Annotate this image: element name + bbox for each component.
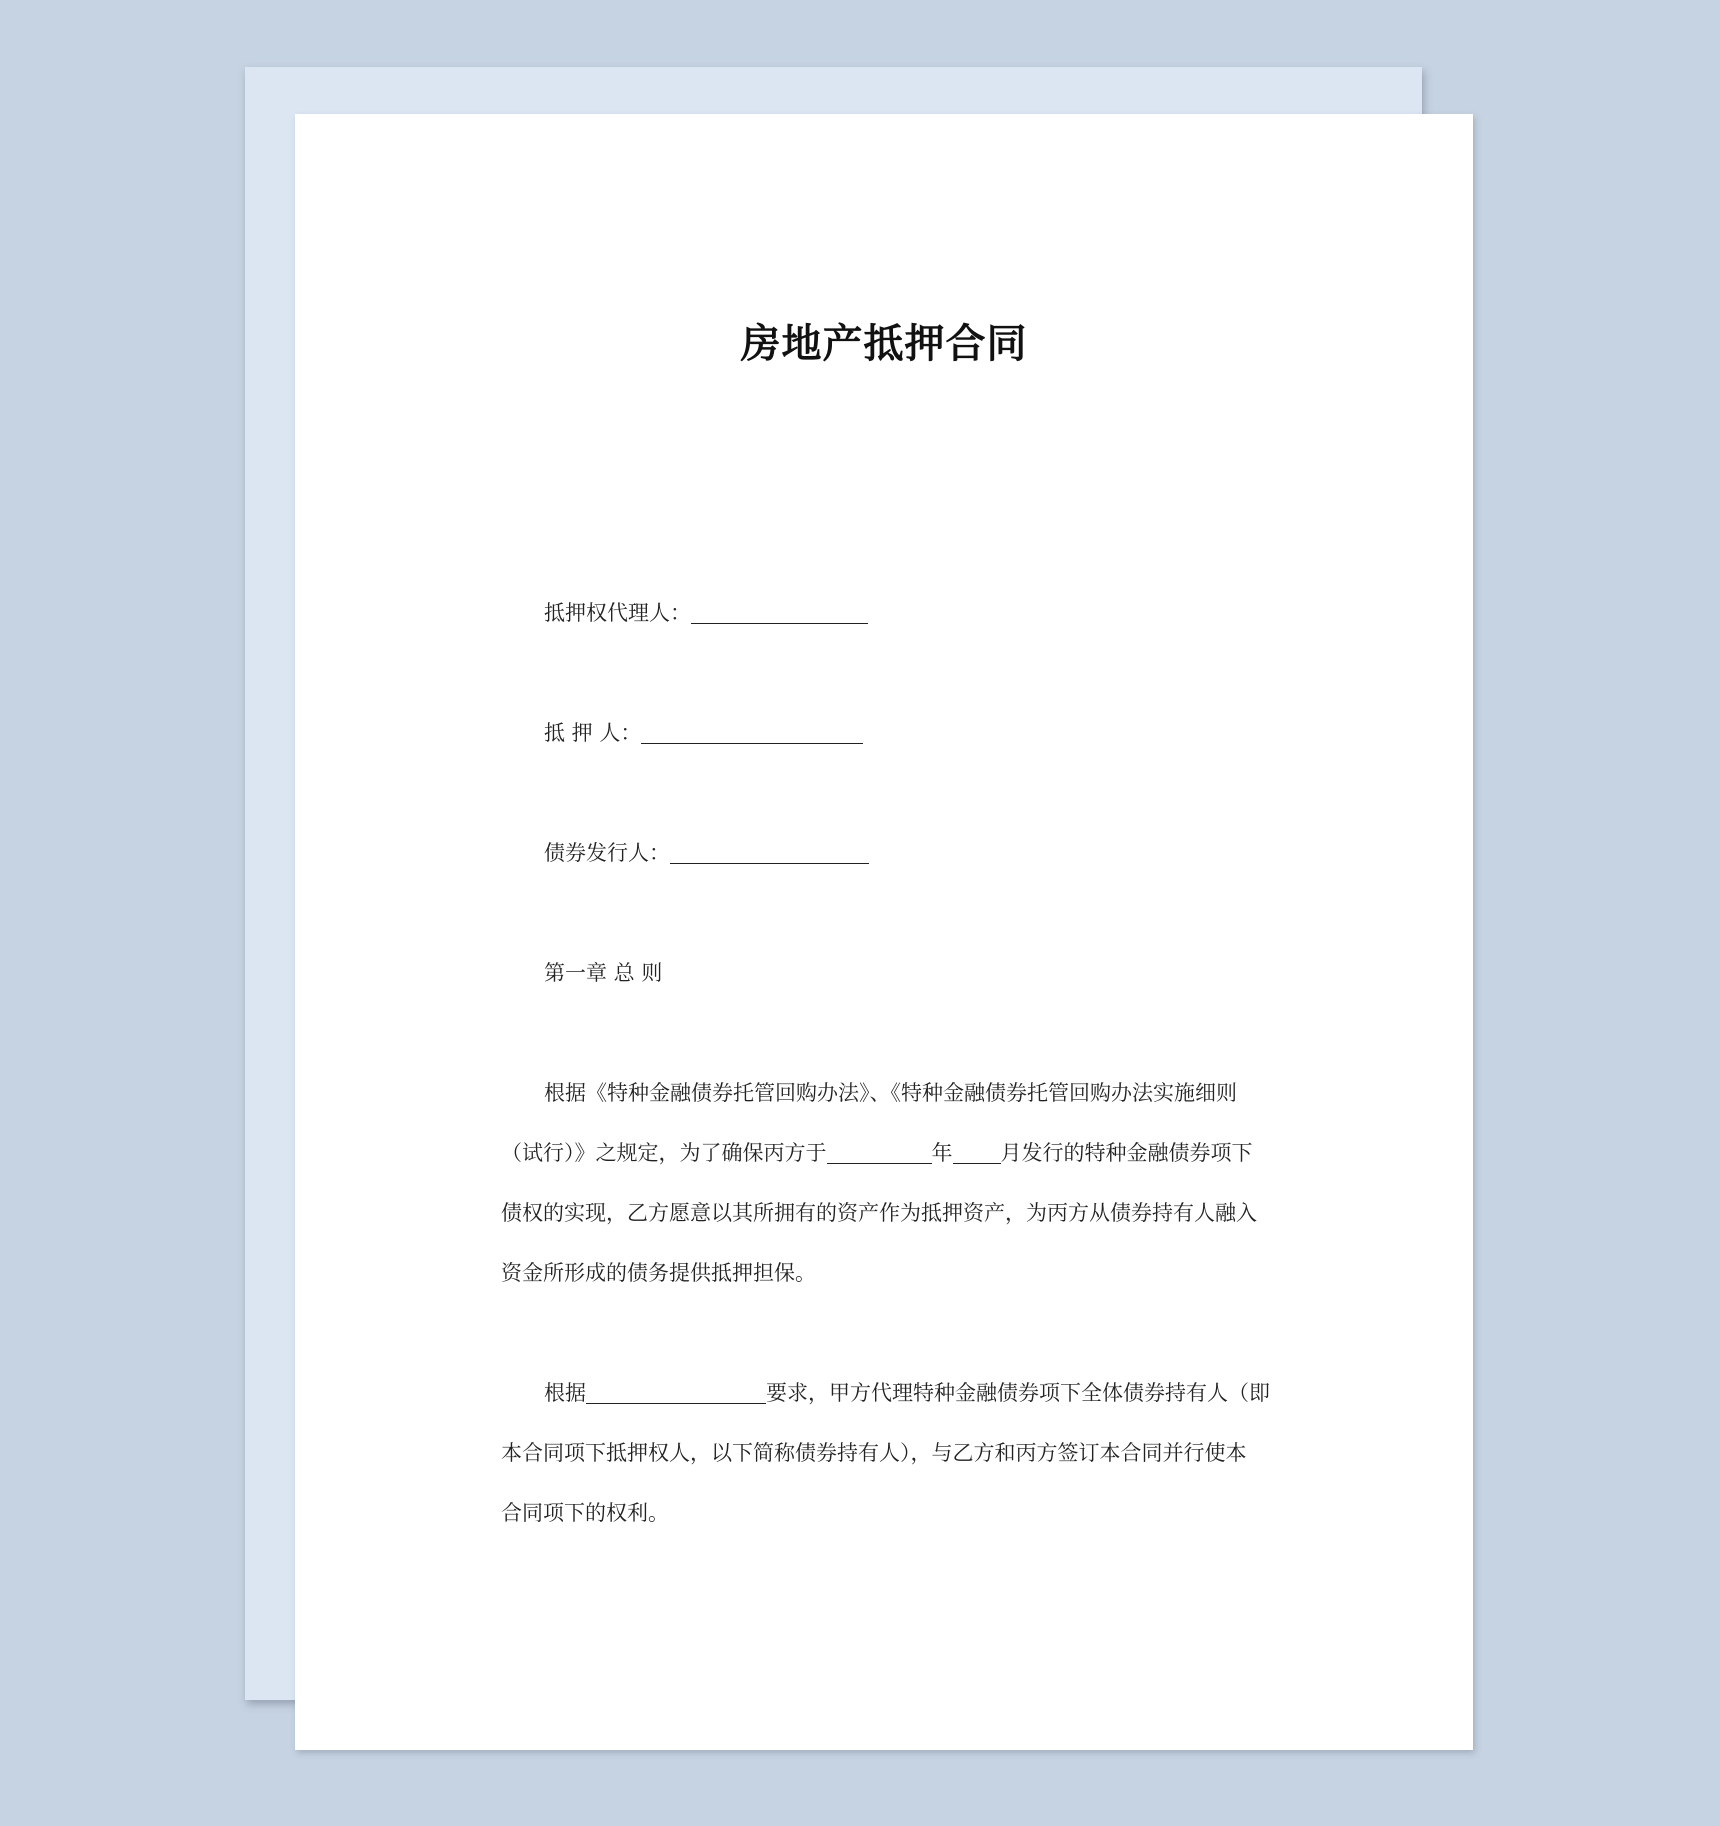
mortgagor-blank[interactable]: [641, 721, 863, 744]
issuer-label: 债券发行人：: [544, 841, 670, 865]
mortgagor-field: [544, 718, 863, 748]
month-blank[interactable]: [953, 1141, 1001, 1164]
basis-blank[interactable]: [586, 1381, 766, 1404]
paragraph1-line1: 根据《特种金融债券托管回购办法》、《特种金融债券托管回购办法实施细则: [544, 1081, 1237, 1105]
paragraph2-line1: [544, 1378, 1270, 1408]
paragraph1-line2-c: 月发行的特种金融债券项下: [1000, 1141, 1253, 1165]
paragraph1-line2: [501, 1138, 1253, 1168]
paragraph2-line1-b: 要求，甲方代理特种金融债券项下全体债券持有人（即: [766, 1381, 1270, 1405]
paragraph2-line3: 合同项下的权利。: [501, 1501, 669, 1525]
year-blank[interactable]: [827, 1141, 932, 1164]
paragraph1-line3: 债权的实现，乙方愿意以其所拥有的资产作为抵押资产，为丙方从债券持有人融入: [501, 1201, 1257, 1225]
mortgagor-label: 抵 押 人：: [544, 721, 642, 745]
agent-blank[interactable]: [691, 601, 868, 624]
agent-field: [544, 598, 868, 628]
paragraph1-line2-b: 年: [931, 1141, 953, 1165]
paragraph1-line2-a: （试行）》之规定，为了确保丙方于: [501, 1141, 827, 1165]
document-page: [295, 114, 1473, 1750]
document-title: 房地产抵押合同: [740, 321, 1028, 367]
issuer-field: [544, 838, 869, 868]
paragraph2-line2: 本合同项下抵押权人，以下简称债券持有人），与乙方和丙方签订本合同并行使本: [501, 1441, 1247, 1465]
agent-label: 抵押权代理人：: [544, 601, 691, 625]
paragraph1-line4: 资金所形成的债务提供抵押担保。: [501, 1261, 816, 1285]
issuer-blank[interactable]: [670, 841, 869, 864]
paragraph2-line1-a: 根据: [544, 1381, 586, 1405]
chapter-heading: 第一章 总 则: [544, 961, 663, 985]
